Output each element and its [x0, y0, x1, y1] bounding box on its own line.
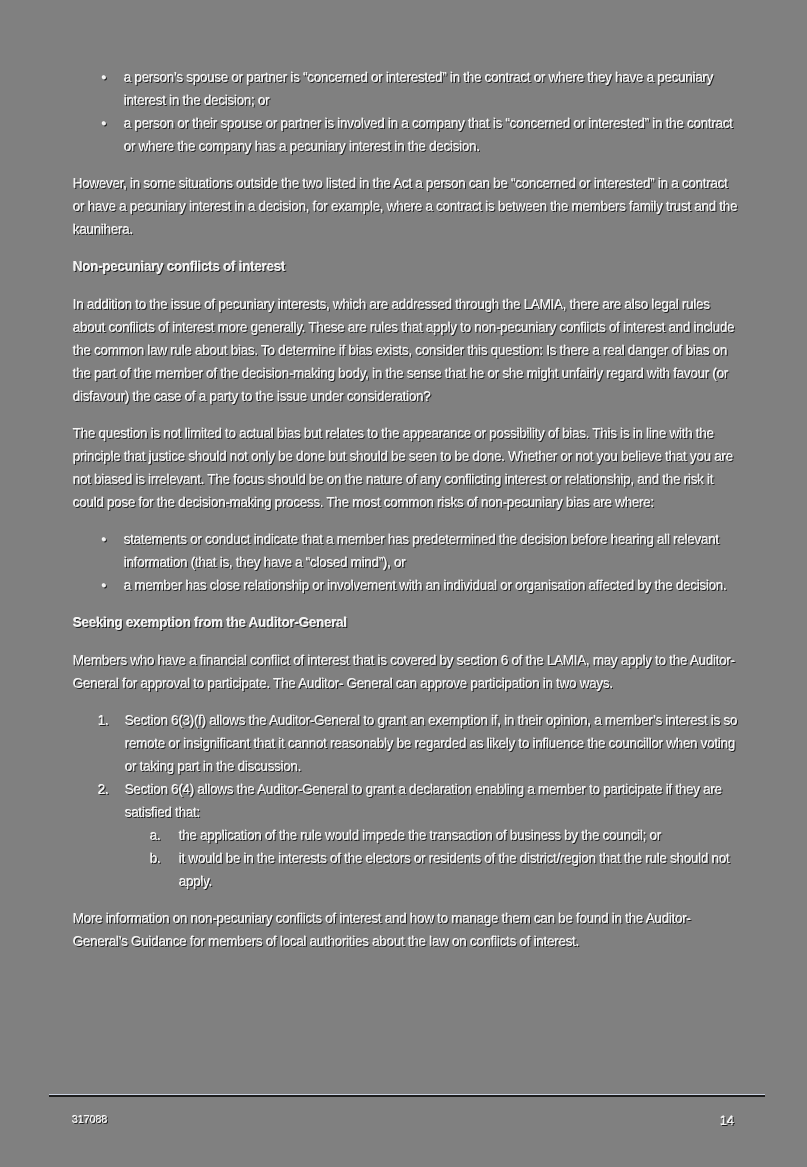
list-item-text: a person or their spouse or partner is involved in a company that is “concerned or interested” in the contract or where the company has a pecuniary interest in the decision. [124, 116, 733, 154]
list-item [73, 528, 741, 574]
document-page [73, 66, 741, 967]
sub-item-text: it would be in the interests of the electors or residents of the district/region that the rule should not apply. [179, 851, 730, 889]
item-number: 2. [98, 782, 109, 797]
bullet-icon: • [101, 70, 107, 85]
bullet-icon: • [101, 532, 107, 547]
paragraph-addition: In addition to the issue of pecuniary interests, which are addressed through the LAMIA, there are also legal rules about conflicts of interest more generally. These are rules that apply to non-pecuniary conflicts of interest and include the common law rule about bias. To determine if bias exists, consider this question: Is there a real danger of bias on the part of the member of the decision-making body, in the sense that he or she might unfairly regard with favour (or disfavour) the case of a party to the issue under consideration? [73, 297, 735, 404]
numbered-item-text: Section 6(3)(f) allows the Auditor-General to grant an exemption if, in their opinion, a member’s interest is so remote or insignificant that it cannot reasonably be regarded as likely to influence the councillor when voting or taking part in the discussion. [125, 713, 738, 774]
section-heading-nonpecuniary: Non-pecuniary conflicts of interest [73, 259, 286, 274]
numbered-item [73, 709, 741, 778]
list-item-text: a person’s spouse or partner is “concerned or interested” in the contract or where they have a pecuniary interest in the decision; or [124, 70, 714, 108]
list-item-text: a member has close relationship or involvement with an individual or organisation affected by the decision. [124, 578, 727, 593]
sub-item-text: the application of the rule would impede the transaction of business by the council; or [179, 828, 662, 843]
sub-item-letter: b. [150, 851, 161, 866]
list-item [73, 112, 741, 158]
list-item [73, 66, 741, 112]
bullet-icon: • [101, 116, 107, 131]
sub-item [125, 824, 741, 847]
sub-list [125, 824, 741, 893]
numbered-list [73, 709, 741, 893]
footer-page-number: 14 [720, 1113, 734, 1128]
numbered-item [73, 778, 741, 893]
paragraph-members: Members who have a financial conflict of interest that is covered by section 6 of the LAMIA, may apply to the Auditor-General for approval to participate. The Auditor- General can approve participation in two ways. [73, 653, 735, 691]
paragraph-however: However, in some situations outside the two listed in the Act a person can be “concerned or interested” in a contract or have a pecuniary interest in a decision, for example, where a contract is between the members family trust and the kaunihera. [73, 176, 738, 237]
footer-doc-code: 317088 [72, 1114, 108, 1126]
bias-bullet-list [73, 528, 741, 597]
item-number: 1. [98, 713, 109, 728]
paragraph-question: The question is not limited to actual bias but relates to the appearance or possibility of bias. This is in line with the principle that justice should not only be done but should be seen to be done. Whether or not you believe that you are not biased is irrelevant. The focus should be on the nature of any conflicting interest or relationship, and the risk it could pose for the decision-making process. The most common risks of non-pecuniary bias are where: [73, 426, 734, 510]
footer-divider [49, 1094, 765, 1097]
bullet-icon: • [101, 578, 107, 593]
list-item-text: statements or conduct indicate that a member has predetermined the decision before hearing all relevant information (that is, they have a “closed mind”), or [124, 532, 720, 570]
sub-item-letter: a. [150, 828, 161, 843]
numbered-item-text: Section 6(4) allows the Auditor-General to grant a declaration enabling a member to participate if they are satisfied that: [125, 782, 723, 820]
sub-item [125, 847, 741, 893]
section-heading-exemption: Seeking exemption from the Auditor-General [73, 615, 347, 630]
paragraph-more-info: More information on non-pecuniary conflicts of interest and how to manage them can be found in the Auditor-General’s Guidance for members of local authorities about the law on conflicts of interest. [73, 911, 691, 949]
list-item [73, 574, 741, 597]
intro-bullet-list [73, 66, 741, 158]
